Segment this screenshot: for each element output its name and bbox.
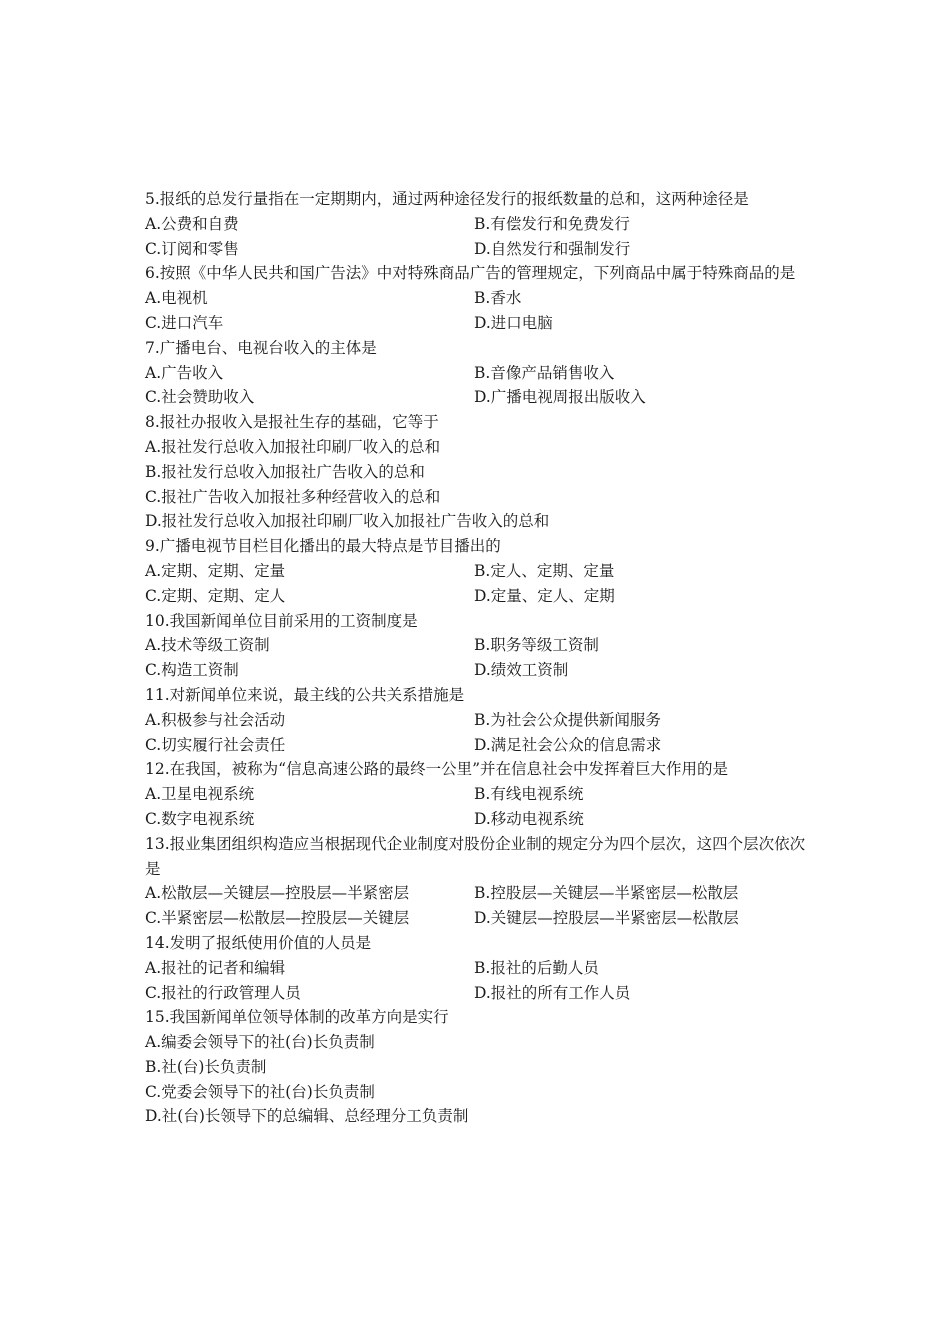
question-14 (145, 931, 810, 1005)
option-b: B.定人、定期、定量 (474, 561, 615, 580)
option-a: A.报社的记者和编辑 (145, 958, 286, 977)
option-row (145, 956, 810, 981)
option-d: D.进口电脑 (474, 313, 553, 332)
option-b: B.职务等级工资制 (474, 636, 599, 655)
question-12 (145, 757, 810, 831)
question-8 (145, 410, 810, 534)
option-d: D.移动电视系统 (474, 809, 584, 828)
option-d: D.关键层—控股层—半紧密层—松散层 (474, 909, 739, 928)
option-a: A.卫星电视系统 (145, 785, 255, 804)
option-row (145, 212, 810, 237)
option-row (145, 733, 810, 758)
option-row (145, 385, 810, 410)
option-b: B.有偿发行和免费发行 (474, 214, 630, 233)
option-row (145, 881, 810, 906)
option-row (145, 286, 810, 311)
question-text: 13.报业集团组织构造应当根据现代企业制度对股份企业制的规定分为四个层次，这四个层次依次是 (145, 834, 806, 878)
option-row (145, 237, 810, 262)
document-page (145, 187, 810, 1129)
option-a: A.报社发行总收入加报社印刷厂收入的总和 (145, 437, 441, 456)
option-c: C.构造工资制 (145, 661, 239, 680)
option-row (145, 782, 810, 807)
option-c: C.切实履行社会责任 (145, 735, 286, 754)
option-c: C.半紧密层—松散层—控股层—关键层 (145, 909, 410, 928)
question-text: 10.我国新闻单位目前采用的工资制度是 (145, 611, 418, 630)
option-c: C.党委会领导下的社(台)长负责制 (145, 1082, 375, 1101)
option-row (145, 311, 810, 336)
question-text: 7.广播电台、电视台收入的主体是 (145, 338, 377, 357)
question-text: 15.我国新闻单位领导体制的改革方向是实行 (145, 1008, 449, 1027)
option-a: A.松散层—关键层—控股层—半紧密层 (145, 884, 410, 903)
option-d: D.自然发行和强制发行 (474, 239, 631, 258)
question-text: 8.报社办报收入是报社生存的基础，它等于 (145, 413, 439, 432)
option-b: B.报社的后勤人员 (474, 958, 599, 977)
option-a: A.技术等级工资制 (145, 636, 270, 655)
option-d: D.报社发行总收入加报社印刷厂收入加报社广告收入的总和 (145, 512, 550, 531)
question-11 (145, 683, 810, 757)
question-text: 6.按照《中华人民共和国广告法》中对特殊商品广告的管理规定，下列商品中属于特殊商品的是 (145, 264, 796, 283)
question-text: 5.报纸的总发行量指在一定期期内，通过两种途径发行的报纸数量的总和，这两种途径是 (145, 190, 749, 208)
option-d: D.满足社会公众的信息需求 (474, 735, 662, 754)
question-10 (145, 609, 810, 683)
option-b: B.香水 (474, 289, 522, 308)
question-text: 14.发明了报纸使用价值的人员是 (145, 933, 372, 952)
question-5 (145, 187, 810, 261)
option-a: A.电视机 (145, 289, 208, 308)
option-a: A.积极参与社会活动 (145, 710, 286, 729)
option-c: C.订阅和零售 (145, 239, 239, 258)
option-c: C.定期、定期、定人 (145, 586, 286, 605)
option-a: A.公费和自费 (145, 214, 239, 233)
option-a: A.广告收入 (145, 363, 224, 382)
question-text: 12.在我国，被称为“信息高速公路的最终一公里”并在信息社会中发挥着巨大作用的是 (145, 760, 729, 779)
option-d: D.绩效工资制 (474, 661, 569, 680)
option-a: A.定期、定期、定量 (145, 561, 286, 580)
option-row (145, 807, 810, 832)
question-7 (145, 336, 810, 410)
option-b: B.控股层—关键层—半紧密层—松散层 (474, 884, 739, 903)
option-d: D.社(台)长领导下的总编辑、总经理分工负责制 (145, 1107, 469, 1126)
option-d: D.报社的所有工作人员 (474, 983, 631, 1002)
question-9 (145, 534, 810, 608)
question-15 (145, 1005, 810, 1129)
option-d: D.定量、定人、定期 (474, 586, 615, 605)
question-6 (145, 261, 810, 335)
option-c: C.数字电视系统 (145, 809, 255, 828)
option-row (145, 633, 810, 658)
option-row (145, 906, 810, 931)
option-b: B.为社会公众提供新闻服务 (474, 710, 661, 729)
question-text: 11.对新闻单位来说，最主线的公共关系措施是 (145, 685, 465, 704)
option-row (145, 559, 810, 584)
option-row (145, 981, 810, 1006)
question-text: 9.广播电视节目栏目化播出的最大特点是节目播出的 (145, 537, 501, 556)
option-row (145, 658, 810, 683)
option-c: C.报社广告收入加报社多种经营收入的总和 (145, 487, 441, 506)
option-row (145, 361, 810, 386)
option-b: B.社(台)长负责制 (145, 1057, 267, 1076)
option-b: B.报社发行总收入加报社广告收入的总和 (145, 462, 425, 481)
option-a: A.编委会领导下的社(台)长负责制 (145, 1033, 375, 1052)
question-13 (145, 832, 810, 931)
option-d: D.广播电视周报出版收入 (474, 388, 646, 407)
option-b: B.有线电视系统 (474, 785, 584, 804)
option-row (145, 708, 810, 733)
option-b: B.音像产品销售收入 (474, 363, 615, 382)
option-c: C.社会赞助收入 (145, 388, 255, 407)
option-c: C.报社的行政管理人员 (145, 983, 301, 1002)
option-row (145, 584, 810, 609)
option-c: C.进口汽车 (145, 313, 224, 332)
